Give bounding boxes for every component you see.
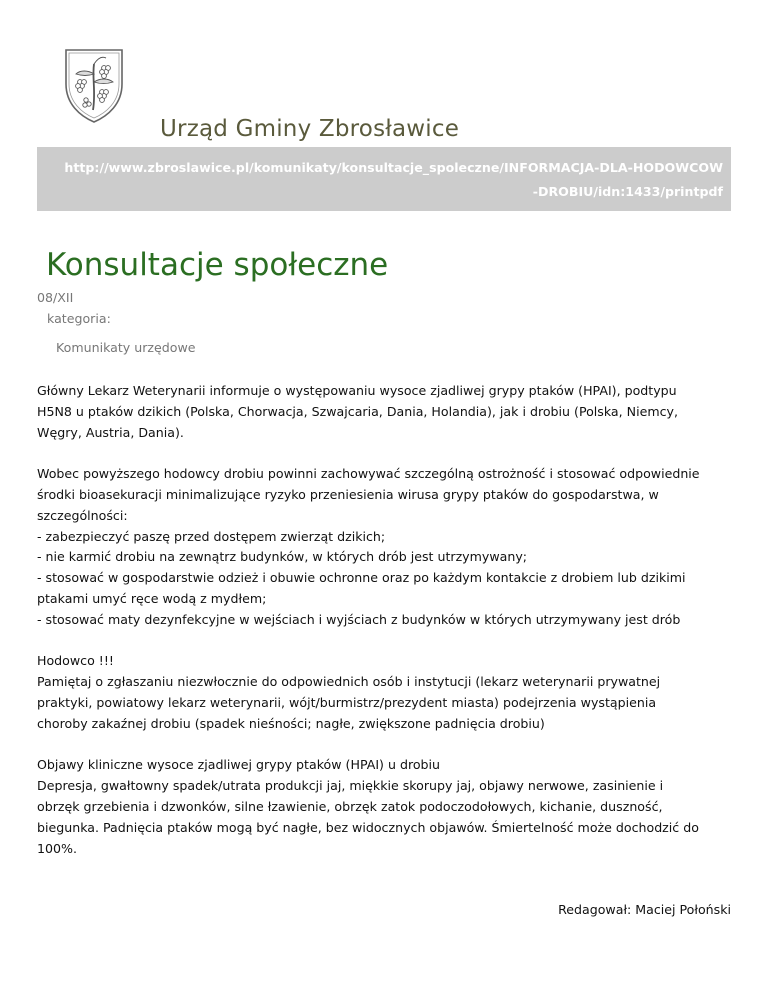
text-line: praktyki, powiatowy lekarz weterynarii, wójt/burmistrz/prezydent miasta) podejrzenia wystąpienia [37,694,657,710]
text-line: Pamiętaj o zgłaszaniu niezwłocznie do odpowiednich osób i instytucji (lekarz weterynarii prywatnej [37,674,661,690]
url-bar [37,147,731,211]
category-value: Komunikaty urzędowe [56,340,196,355]
paragraph [37,755,737,859]
paragraph [37,381,737,443]
paragraph [37,464,737,630]
text-line: ptakami umyć ręce wodą z mydłem; [37,590,267,606]
url-line: -DROBIU/idn:1433/printpdf [532,184,723,199]
text-line: szczególności: [37,507,128,523]
text-line: biegunka. Padnięcia ptaków mogą być nagłe, bez widocznych objawów. Śmiertelność może dochodzić do [37,819,699,835]
coat-of-arms-icon [58,44,130,124]
text-line: Główny Lekarz Weterynarii informuje o występowaniu wysoce zjadliwej grypy ptaków (HPAI), podtypu [37,383,677,398]
url-line: http://www.zbroslawice.pl/komunikaty/konsultacje_spoleczne/INFORMACJA-DLA-HODOWCOW [64,160,723,175]
page-title: Konsultacje społeczne [46,247,389,283]
text-line: Wobec powyższego hodowcy drobiu powinni zachowywać szczególną ostrożność i stosować odpowiednie [37,466,700,482]
author-signature: Redagował: Maciej Połoński [558,902,731,917]
text-line: Węgry, Austria, Dania). [37,424,184,440]
text-line: Hodowco !!! [37,653,114,669]
text-line: - stosować w gospodarstwie odzież i obuwie ochronne oraz po każdym kontakcie z drobiem lub dzikimi [37,570,686,586]
text-line: H5N8 u ptaków dzikich (Polska, Chorwacja, Szwajcaria, Dania, Holandia), jak i drobiu (Polska, Niemcy, [37,403,678,419]
text-line: choroby zakaźnej drobiu (spadek nieśności; nagłe, zwiększone padnięcia drobiu) [37,715,545,731]
category-label: kategoria: [47,311,111,326]
text-line: - stosować maty dezynfekcyjne w wejściach i wyjściach z budynków w których utrzymywany jest drób [37,611,681,627]
text-line: - zabezpieczyć paszę przed dostępem zwierząt dzikich; [37,528,386,544]
paragraph [37,651,737,734]
text-line: obrzęk grzebienia i dzwonków, silne łzawienie, obrzęk zatok podoczodołowych, kichanie, duszność, [37,798,663,814]
office-name: Urząd Gminy Zbrosławice [160,116,460,142]
text-line: - nie karmić drobiu na zewnątrz budynków, w których drób jest utrzymywany; [37,549,528,565]
text-line: środki bioasekuracji minimalizujące ryzyko przeniesienia wirusa grypy ptaków do gospodarstwa, w [37,486,659,502]
text-line: Objawy kliniczne wysoce zjadliwej grypy ptaków (HPAI) u drobiu [37,757,441,773]
article-date: 08/XII [37,290,74,305]
article-body [37,381,737,880]
text-line: Depresja, gwałtowny spadek/utrata produkcji jaj, miękkie skorupy jaj, objawy nerwowe, zasinienie i [37,778,664,794]
text-line: 100%. [37,840,78,856]
